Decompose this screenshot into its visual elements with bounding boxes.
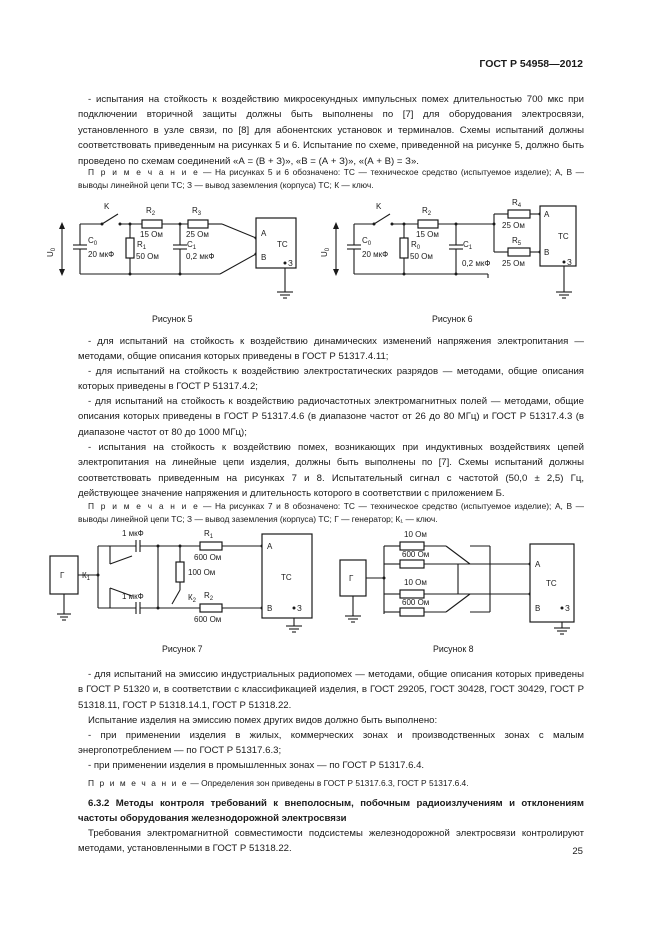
label-b: В bbox=[544, 248, 550, 257]
figure-5-caption: Рисунок 5 bbox=[152, 314, 193, 324]
label-ts: ТС bbox=[558, 232, 569, 241]
label-r2: $R_2$ bbox=[204, 591, 214, 602]
label-a: А bbox=[544, 210, 550, 219]
label-generator: Г bbox=[60, 571, 65, 580]
resistor-r1 bbox=[200, 542, 222, 550]
label-r2-value: 15 Ом bbox=[416, 230, 439, 239]
list-item-inductive: - испытания на стойкость к воздействию помех, возникающих при индуктивных воздействиях цепей электропитания на линейные цепи изделия, должны быть выполнены по [7]. Схемы испытаний должны соответствовать приведенным на рисунках 7 и 8. Испытательный сигнал с частотой (50,0 ± 2,5) Гц, действующее значение напряжения и длительность которого в соответствии с приложением Б. bbox=[78, 442, 584, 500]
note-text: — На рисунках 5 и 6 обозначено: ТС — техническое средство (испытуемое изделие); А, В — выводы линейной цепи ТС; З — вывод заземления (корпуса) ТС; К — ключ. bbox=[78, 167, 584, 190]
paragraph-emission-other: Испытание изделия на эмиссию помех других видов должно быть выполнено: bbox=[88, 715, 438, 726]
label-c0-value: 20 мкФ bbox=[88, 250, 115, 259]
label-b: В bbox=[267, 604, 273, 613]
figure-8-circuit bbox=[330, 524, 590, 636]
label-100-ohm: 100 Ом bbox=[188, 568, 216, 577]
label-r-b1: 10 Ом bbox=[404, 578, 427, 587]
label-r-a1: 10 Ом bbox=[404, 530, 427, 539]
figure-5-circuit bbox=[40, 196, 310, 306]
list-item-electrostatic: - для испытаний на стойкость к воздействию электростатических разрядов — методами, общие описания которых приведены в ГОСТ Р 51317.4.2; bbox=[78, 366, 584, 393]
label-c1-value: 0,2 мкФ bbox=[462, 259, 491, 268]
resistor-r2 bbox=[200, 604, 222, 612]
resistor-100 bbox=[176, 562, 184, 582]
label-r3-value: 25 Ом bbox=[186, 230, 209, 239]
list-item-residential-zones: - при применении изделия в жилых, коммерческих зонах и производственных зонах с малым энергопотреблением — по ГОСТ Р 51317.6.3; bbox=[78, 730, 584, 757]
label-r2-value: 15 Ом bbox=[140, 230, 163, 239]
label-c1: $C_1$ bbox=[463, 240, 473, 251]
label-r-b2: 600 Ом bbox=[402, 598, 430, 607]
note-zone-definitions bbox=[78, 777, 584, 790]
label-cap-bot: 1 мкФ bbox=[122, 592, 144, 601]
label-r0-value: 50 Ом bbox=[410, 252, 433, 261]
label-z: З bbox=[297, 604, 302, 613]
label-r1: $R_1$ bbox=[137, 240, 147, 251]
resistor-r0 bbox=[400, 238, 408, 258]
note-text: — Определения зон приведены в ГОСТ Р 51317.6.3, ГОСТ Р 51317.6.4. bbox=[188, 778, 469, 788]
label-u0: $U_0$ bbox=[46, 247, 57, 257]
note-figures-5-6 bbox=[78, 166, 584, 192]
label-k1: $К_1$ bbox=[82, 571, 91, 582]
label-k2: $К_2$ bbox=[188, 593, 197, 604]
label-ts: ТС bbox=[546, 579, 557, 588]
label-r2-value: 600 Ом bbox=[194, 615, 222, 624]
label-a: А bbox=[267, 542, 273, 551]
label-c1-value: 0,2 мкФ bbox=[186, 252, 215, 261]
label-z: З bbox=[288, 259, 293, 268]
label-r4-value: 25 Ом bbox=[502, 221, 525, 230]
resistor-r2 bbox=[142, 220, 162, 228]
resistor-r3 bbox=[188, 220, 208, 228]
figure-6-circuit bbox=[318, 196, 588, 306]
label-r2: $R_2$ bbox=[422, 206, 432, 217]
label-r4: $R_4$ bbox=[512, 198, 522, 209]
note-label: П р и м е ч а н и е bbox=[88, 501, 200, 511]
label-r1-value: 50 Ом bbox=[136, 252, 159, 261]
list-item-radio-fields: - для испытаний на стойкость к воздействию радиочастотных электромагнитных полей — методами, общие описания которых приведены в ГОСТ Р 51317.4.6 (в диапазоне частот от 26 до 80 МГц) и ГОСТ Р 51317.4.3 (в диапазоне частот от 80 до 1000 МГц); bbox=[78, 396, 584, 438]
page-number: 25 bbox=[572, 846, 583, 857]
label-r2: $R_2$ bbox=[146, 206, 156, 217]
label-z: З bbox=[567, 258, 572, 267]
note-figures-7-8 bbox=[78, 500, 584, 526]
paragraph-impulse-tests: - испытания на стойкость к воздействию микросекундных импульсных помех длительностью 700 мкс при подключении вторичной защиты должны быть выполнены по [7] для оборудования электросвязи, установленного в узле связи, по [8] для абонентских установок и терминалов. Схемы испытаний должны соответствовать приведенным на рисунках 5 и 6. Испытание по схеме, приведенной на рисунке 5, должно быть проведено по схемам соединений «А = (В + З)», «В = (А + З)», «(А + В) = З». bbox=[78, 94, 584, 167]
figure-7-caption: Рисунок 7 bbox=[162, 644, 203, 654]
figure-6-caption: Рисунок 6 bbox=[432, 314, 473, 324]
label-ts: ТС bbox=[281, 573, 292, 582]
resistor-r5 bbox=[508, 248, 530, 256]
label-r1-value: 600 Ом bbox=[194, 553, 222, 562]
list-item-emission-radio: - для испытаний на эмиссию индустриальных радиопомех — методами, общие описания которых приведены в ГОСТ Р 51320 и, в соответствии с классификацией изделия, в ГОСТ 29205, ГОСТ 30428, ГОСТ 30429, ГОСТ Р 51318.11, ГОСТ Р 51318.14.1, ГОСТ Р 51318.22. bbox=[78, 669, 584, 711]
label-c0: $C_0$ bbox=[362, 236, 372, 247]
label-u0: $U_0$ bbox=[320, 247, 331, 257]
label-c0: $C_0$ bbox=[88, 236, 98, 247]
label-z: З bbox=[565, 604, 570, 613]
list-item-dynamic-voltage: - для испытаний на стойкость к воздействию динамических изменений напряжения электропитания — методами, общие описания которых приведены в ГОСТ Р 51317.4.11; bbox=[78, 336, 584, 363]
list-item-industrial-zones: - при применении изделия в промышленных зонах — по ГОСТ Р 51317.6.4. bbox=[88, 760, 425, 771]
resistor-a2 bbox=[400, 560, 424, 568]
label-a: А bbox=[261, 229, 267, 238]
label-r1: $R_1$ bbox=[204, 529, 214, 540]
paragraph-emc-requirements: Требования электромагнитной совместимости подсистемы железнодорожной электросвязи контролируют методами, установленными в ГОСТ Р 51318.22. bbox=[78, 828, 584, 855]
label-r5-value: 25 Ом bbox=[502, 259, 525, 268]
resistor-a1 bbox=[400, 542, 424, 550]
label-a: А bbox=[535, 560, 541, 569]
document-header: ГОСТ Р 54958—2012 bbox=[479, 58, 583, 70]
resistor-r2 bbox=[418, 220, 438, 228]
label-r0: $R_0$ bbox=[411, 240, 421, 251]
label-ts: ТС bbox=[277, 240, 288, 249]
label-b: В bbox=[261, 253, 267, 262]
label-r-a2: 600 Ом bbox=[402, 550, 430, 559]
section-heading-6-3-2: 6.3.2 Методы контроля требований к внеполосным, побочным радиоизлучениям и отклонениям частоты оборудования железнодорожной электросвязи bbox=[78, 798, 584, 825]
resistor-r1 bbox=[126, 238, 134, 258]
label-generator: Г bbox=[349, 574, 354, 583]
figure-8-caption: Рисунок 8 bbox=[433, 644, 474, 654]
resistor-b1 bbox=[400, 590, 424, 598]
figure-7-circuit bbox=[40, 524, 320, 636]
label-r3: $R_3$ bbox=[192, 206, 202, 217]
label-c0-value: 20 мкФ bbox=[362, 250, 389, 259]
resistor-r4 bbox=[508, 210, 530, 218]
note-label: П р и м е ч а н и е bbox=[88, 167, 200, 177]
label-b: В bbox=[535, 604, 541, 613]
note-text: — На рисунках 7 и 8 обозначено: ТС — техническое средство (испытуемое изделие); А, В — выводы линейной цепи ТС; З — вывод заземления (корпуса) ТС; Г — генератор; К₁ — ключ. bbox=[78, 501, 584, 524]
label-key-k: K bbox=[376, 202, 382, 211]
note-label: П р и м е ч а н и е bbox=[88, 778, 189, 788]
label-r5: $R_5$ bbox=[512, 236, 522, 247]
label-c1: $C_1$ bbox=[187, 240, 197, 251]
label-key-k: K bbox=[104, 202, 110, 211]
label-cap-top: 1 мкФ bbox=[122, 529, 144, 538]
resistor-b2 bbox=[400, 608, 424, 616]
